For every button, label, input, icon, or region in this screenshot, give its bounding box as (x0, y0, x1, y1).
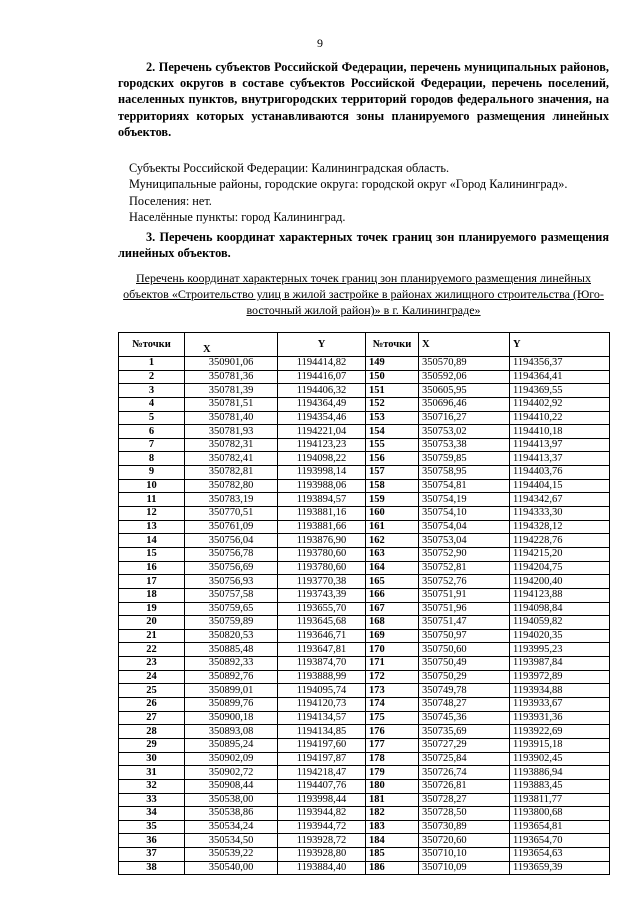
x-value-2: 350754,19 (419, 493, 510, 507)
y-value: 1193645,68 (278, 616, 366, 630)
point-number: 22 (119, 643, 185, 657)
point-number: 27 (119, 711, 185, 725)
table-row (119, 507, 610, 521)
y-value: 1193998,44 (278, 793, 366, 807)
y-value-2: 1194215,20 (510, 547, 610, 561)
table-row (119, 752, 610, 766)
y-value-2: 1194410,18 (510, 425, 610, 439)
x-value-2: 350720,60 (419, 834, 510, 848)
x-value: 350782,80 (185, 479, 278, 493)
point-number: 18 (119, 588, 185, 602)
point-number: 23 (119, 657, 185, 671)
point-number-2: 156 (366, 452, 419, 466)
y-value-2: 1194098,84 (510, 602, 610, 616)
table-row (119, 738, 610, 752)
point-number-2: 170 (366, 643, 419, 657)
header-y: Y (278, 333, 366, 357)
x-value-2: 350730,89 (419, 820, 510, 834)
point-number-2: 155 (366, 438, 419, 452)
y-value: 1193874,70 (278, 657, 366, 671)
point-number: 21 (119, 629, 185, 643)
point-number-2: 184 (366, 834, 419, 848)
table-row (119, 766, 610, 780)
x-value: 350899,76 (185, 698, 278, 712)
table-row (119, 520, 610, 534)
point-number-2: 151 (366, 384, 419, 398)
y-value: 1193884,40 (278, 861, 366, 875)
point-number-2: 150 (366, 370, 419, 384)
y-value-2: 1194342,67 (510, 493, 610, 507)
x-value-2: 350592,06 (419, 370, 510, 384)
point-number-2: 183 (366, 820, 419, 834)
x-value-2: 350753,04 (419, 534, 510, 548)
x-value-2: 350745,36 (419, 711, 510, 725)
point-number-2: 159 (366, 493, 419, 507)
info-subjects: Субъекты Российской Федерации: Калининградская область. (129, 161, 450, 175)
x-value-2: 350753,38 (419, 438, 510, 452)
header-x-2: X (419, 333, 510, 357)
point-number-2: 186 (366, 861, 419, 875)
x-value: 350902,09 (185, 752, 278, 766)
x-value-2: 350754,04 (419, 520, 510, 534)
y-value-2: 1193972,89 (510, 670, 610, 684)
x-value-2: 350735,69 (419, 725, 510, 739)
point-number: 30 (119, 752, 185, 766)
y-value-2: 1193800,68 (510, 807, 610, 821)
y-value-2: 1193659,39 (510, 861, 610, 875)
point-number: 35 (119, 820, 185, 834)
point-number-2: 182 (366, 807, 419, 821)
y-value-2: 1193654,81 (510, 820, 610, 834)
point-number: 1 (119, 357, 185, 371)
point-number-2: 166 (366, 588, 419, 602)
y-value: 1193743,39 (278, 588, 366, 602)
section-3-heading: 3. Перечень координат характерных точек границ зон планируемого размещения линейных объектов. (118, 230, 609, 261)
table-row (119, 779, 610, 793)
x-value: 350892,33 (185, 657, 278, 671)
y-value-2: 1194228,76 (510, 534, 610, 548)
point-number: 15 (119, 547, 185, 561)
point-number: 19 (119, 602, 185, 616)
y-value: 1194218,47 (278, 766, 366, 780)
y-value: 1193646,71 (278, 629, 366, 643)
table-row (119, 466, 610, 480)
x-value-2: 350750,60 (419, 643, 510, 657)
y-value: 1194414,82 (278, 357, 366, 371)
point-number-2: 173 (366, 684, 419, 698)
x-value: 350759,65 (185, 602, 278, 616)
point-number-2: 162 (366, 534, 419, 548)
point-number-2: 177 (366, 738, 419, 752)
point-number: 29 (119, 738, 185, 752)
y-value: 1194221,04 (278, 425, 366, 439)
table-row (119, 384, 610, 398)
x-value-2: 350728,27 (419, 793, 510, 807)
y-value-2: 1193886,94 (510, 766, 610, 780)
info-settlements: Поселения: нет. (129, 193, 212, 208)
point-number-2: 163 (366, 547, 419, 561)
x-value-2: 350726,81 (419, 779, 510, 793)
section-2-heading: 2. Перечень субъектов Российской Федерации, перечень муниципальных районов, городских округов в составе субъектов Российской Федерации, перечень поселений, населенных пунктов, внутригородских территорий городов федерального значения, на территориях которых устанавливаются зоны планируемого размещения линейных объектов. (118, 60, 609, 139)
y-value: 1194123,23 (278, 438, 366, 452)
x-value-2: 350759,85 (419, 452, 510, 466)
header-y-2: Y (510, 333, 610, 357)
point-number: 8 (119, 452, 185, 466)
y-value-2: 1194204,75 (510, 561, 610, 575)
table-row (119, 684, 610, 698)
table-row (119, 397, 610, 411)
y-value-2: 1194402,92 (510, 397, 610, 411)
point-number: 3 (119, 384, 185, 398)
page-number: 9 (317, 36, 323, 50)
point-number-2: 179 (366, 766, 419, 780)
y-value-2: 1193902,45 (510, 752, 610, 766)
x-value-2: 350570,89 (419, 357, 510, 371)
x-value-2: 350728,50 (419, 807, 510, 821)
table-row (119, 547, 610, 561)
y-value: 1193655,70 (278, 602, 366, 616)
point-number-2: 149 (366, 357, 419, 371)
x-value: 350908,44 (185, 779, 278, 793)
table-row (119, 670, 610, 684)
point-number: 12 (119, 507, 185, 521)
x-value: 350538,86 (185, 807, 278, 821)
point-number: 32 (119, 779, 185, 793)
y-value-2: 1194123,88 (510, 588, 610, 602)
x-value-2: 350752,90 (419, 547, 510, 561)
y-value: 1194095,74 (278, 684, 366, 698)
table-row (119, 438, 610, 452)
y-value: 1193888,99 (278, 670, 366, 684)
y-value: 1194120,73 (278, 698, 366, 712)
point-number-2: 164 (366, 561, 419, 575)
y-value: 1193647,81 (278, 643, 366, 657)
x-value-2: 350716,27 (419, 411, 510, 425)
x-value: 350820,53 (185, 629, 278, 643)
x-value: 350756,93 (185, 575, 278, 589)
x-value: 350534,24 (185, 820, 278, 834)
y-value: 1193988,06 (278, 479, 366, 493)
table-row (119, 575, 610, 589)
table-row (119, 643, 610, 657)
x-value: 350781,36 (185, 370, 278, 384)
point-number: 4 (119, 397, 185, 411)
y-value-2: 1194403,76 (510, 466, 610, 480)
x-value: 350756,04 (185, 534, 278, 548)
table-row (119, 807, 610, 821)
table-row (119, 479, 610, 493)
table-row (119, 588, 610, 602)
y-value-2: 1194369,55 (510, 384, 610, 398)
point-number-2: 157 (366, 466, 419, 480)
point-number-2: 174 (366, 698, 419, 712)
x-value-2: 350748,27 (419, 698, 510, 712)
y-value-2: 1193811,77 (510, 793, 610, 807)
table-header-row (119, 333, 610, 357)
x-value: 350783,19 (185, 493, 278, 507)
x-value-2: 350751,96 (419, 602, 510, 616)
y-value-2: 1193915,18 (510, 738, 610, 752)
x-value: 350895,24 (185, 738, 278, 752)
point-number-2: 152 (366, 397, 419, 411)
x-value-2: 350725,84 (419, 752, 510, 766)
x-value: 350781,40 (185, 411, 278, 425)
coordinates-table (118, 332, 610, 875)
x-value-2: 350710,10 (419, 848, 510, 862)
x-value-2: 350750,97 (419, 629, 510, 643)
y-value: 1193881,16 (278, 507, 366, 521)
point-number: 10 (119, 479, 185, 493)
x-value: 350756,78 (185, 547, 278, 561)
point-number-2: 165 (366, 575, 419, 589)
x-value: 350759,89 (185, 616, 278, 630)
table-row (119, 616, 610, 630)
y-value-2: 1193922,69 (510, 725, 610, 739)
x-value: 350782,81 (185, 466, 278, 480)
x-value-2: 350752,81 (419, 561, 510, 575)
point-number: 25 (119, 684, 185, 698)
x-value-2: 350750,49 (419, 657, 510, 671)
header-x: X (185, 333, 278, 357)
x-value: 350781,51 (185, 397, 278, 411)
y-value: 1194354,46 (278, 411, 366, 425)
table-row (119, 793, 610, 807)
point-number-2: 185 (366, 848, 419, 862)
table-row (119, 534, 610, 548)
x-value: 350892,76 (185, 670, 278, 684)
territory-info (129, 160, 567, 226)
x-value: 350893,08 (185, 725, 278, 739)
y-value-2: 1193654,63 (510, 848, 610, 862)
table-row (119, 861, 610, 875)
y-value: 1193944,72 (278, 820, 366, 834)
x-value-2: 350726,74 (419, 766, 510, 780)
table-caption-text: Перечень координат характерных точек границ зон планируемого размещения линейных объектов «Строительство улиц в жилой застройке в районах жилищного строительства (Юго-восточный жилой район)» в г. Калининграде» (123, 271, 604, 318)
y-value: 1194134,57 (278, 711, 366, 725)
point-number-2: 171 (366, 657, 419, 671)
x-value-2: 350753,02 (419, 425, 510, 439)
point-number: 5 (119, 411, 185, 425)
y-value: 1194364,49 (278, 397, 366, 411)
y-value: 1193780,60 (278, 547, 366, 561)
point-number-2: 172 (366, 670, 419, 684)
x-value: 350534,50 (185, 834, 278, 848)
x-value: 350902,72 (185, 766, 278, 780)
point-number: 20 (119, 616, 185, 630)
y-value-2: 1194333,30 (510, 507, 610, 521)
y-value-2: 1193931,36 (510, 711, 610, 725)
x-value: 350782,31 (185, 438, 278, 452)
y-value-2: 1193995,23 (510, 643, 610, 657)
table-row (119, 493, 610, 507)
table-row (119, 602, 610, 616)
table-caption (118, 270, 609, 319)
x-value: 350540,00 (185, 861, 278, 875)
point-number-2: 167 (366, 602, 419, 616)
table-row (119, 425, 610, 439)
point-number-2: 161 (366, 520, 419, 534)
point-number-2: 180 (366, 779, 419, 793)
point-number: 2 (119, 370, 185, 384)
y-value-2: 1194364,41 (510, 370, 610, 384)
table-row (119, 848, 610, 862)
y-value: 1193894,57 (278, 493, 366, 507)
point-number-2: 169 (366, 629, 419, 643)
x-value: 350756,69 (185, 561, 278, 575)
table-row (119, 725, 610, 739)
point-number-2: 168 (366, 616, 419, 630)
y-value-2: 1193934,88 (510, 684, 610, 698)
point-number-2: 153 (366, 411, 419, 425)
x-value: 350757,58 (185, 588, 278, 602)
header-point-number-2: №точки (366, 333, 419, 357)
y-value: 1194406,32 (278, 384, 366, 398)
point-number: 11 (119, 493, 185, 507)
point-number-2: 176 (366, 725, 419, 739)
point-number: 36 (119, 834, 185, 848)
point-number: 26 (119, 698, 185, 712)
point-number: 17 (119, 575, 185, 589)
y-value: 1193881,66 (278, 520, 366, 534)
table-row (119, 820, 610, 834)
x-value: 350901,06 (185, 357, 278, 371)
y-value: 1194197,60 (278, 738, 366, 752)
y-value: 1193998,14 (278, 466, 366, 480)
x-value-2: 350754,10 (419, 507, 510, 521)
point-number: 37 (119, 848, 185, 862)
y-value-2: 1194020,35 (510, 629, 610, 643)
table-row (119, 657, 610, 671)
x-value-2: 350754,81 (419, 479, 510, 493)
x-value: 350539,22 (185, 848, 278, 862)
point-number: 9 (119, 466, 185, 480)
y-value: 1193944,82 (278, 807, 366, 821)
x-value-2: 350696,46 (419, 397, 510, 411)
table-row (119, 561, 610, 575)
point-number-2: 181 (366, 793, 419, 807)
point-number: 7 (119, 438, 185, 452)
x-value-2: 350752,76 (419, 575, 510, 589)
x-value: 350899,01 (185, 684, 278, 698)
point-number: 6 (119, 425, 185, 439)
y-value-2: 1193987,84 (510, 657, 610, 671)
x-value: 350781,93 (185, 425, 278, 439)
x-value-2: 350749,78 (419, 684, 510, 698)
table-row (119, 411, 610, 425)
x-value-2: 350710,09 (419, 861, 510, 875)
table-row (119, 711, 610, 725)
x-value-2: 350605,95 (419, 384, 510, 398)
y-value: 1193928,80 (278, 848, 366, 862)
x-value: 350885,48 (185, 643, 278, 657)
y-value-2: 1193933,67 (510, 698, 610, 712)
x-value-2: 350751,91 (419, 588, 510, 602)
table-row (119, 629, 610, 643)
point-number-2: 158 (366, 479, 419, 493)
x-value: 350761,09 (185, 520, 278, 534)
y-value-2: 1194356,37 (510, 357, 610, 371)
point-number: 14 (119, 534, 185, 548)
header-point-number: №точки (119, 333, 185, 357)
x-value-2: 350751,47 (419, 616, 510, 630)
point-number: 28 (119, 725, 185, 739)
point-number: 16 (119, 561, 185, 575)
point-number: 31 (119, 766, 185, 780)
info-localities: Населённые пункты: город Калининград. (129, 210, 346, 225)
point-number-2: 178 (366, 752, 419, 766)
point-number: 38 (119, 861, 185, 875)
table-body (119, 357, 610, 875)
info-districts: Муниципальные районы, городские округа: городской округ «Город Калининград». (129, 177, 568, 192)
y-value: 1193770,38 (278, 575, 366, 589)
table-row (119, 370, 610, 384)
y-value-2: 1194200,40 (510, 575, 610, 589)
x-value-2: 350758,95 (419, 466, 510, 480)
point-number: 13 (119, 520, 185, 534)
point-number-2: 160 (366, 507, 419, 521)
table-row (119, 698, 610, 712)
point-number-2: 154 (366, 425, 419, 439)
y-value-2: 1194413,37 (510, 452, 610, 466)
y-value-2: 1193883,45 (510, 779, 610, 793)
table-row (119, 452, 610, 466)
y-value-2: 1194413,97 (510, 438, 610, 452)
y-value: 1193928,72 (278, 834, 366, 848)
point-number: 33 (119, 793, 185, 807)
x-value: 350900,18 (185, 711, 278, 725)
x-value-2: 350750,29 (419, 670, 510, 684)
y-value-2: 1193654,70 (510, 834, 610, 848)
y-value: 1194134,85 (278, 725, 366, 739)
x-value: 350538,00 (185, 793, 278, 807)
y-value-2: 1194059,82 (510, 616, 610, 630)
y-value: 1194197,87 (278, 752, 366, 766)
y-value: 1193780,60 (278, 561, 366, 575)
y-value: 1194098,22 (278, 452, 366, 466)
y-value-2: 1194328,12 (510, 520, 610, 534)
table-row (119, 834, 610, 848)
y-value: 1193876,90 (278, 534, 366, 548)
point-number: 24 (119, 670, 185, 684)
y-value-2: 1194410,22 (510, 411, 610, 425)
y-value-2: 1194404,15 (510, 479, 610, 493)
x-value: 350781,39 (185, 384, 278, 398)
x-value: 350770,51 (185, 507, 278, 521)
table-row (119, 357, 610, 371)
y-value: 1194416,07 (278, 370, 366, 384)
x-value-2: 350727,29 (419, 738, 510, 752)
x-value: 350782,41 (185, 452, 278, 466)
point-number: 34 (119, 807, 185, 821)
point-number-2: 175 (366, 711, 419, 725)
y-value: 1194407,76 (278, 779, 366, 793)
